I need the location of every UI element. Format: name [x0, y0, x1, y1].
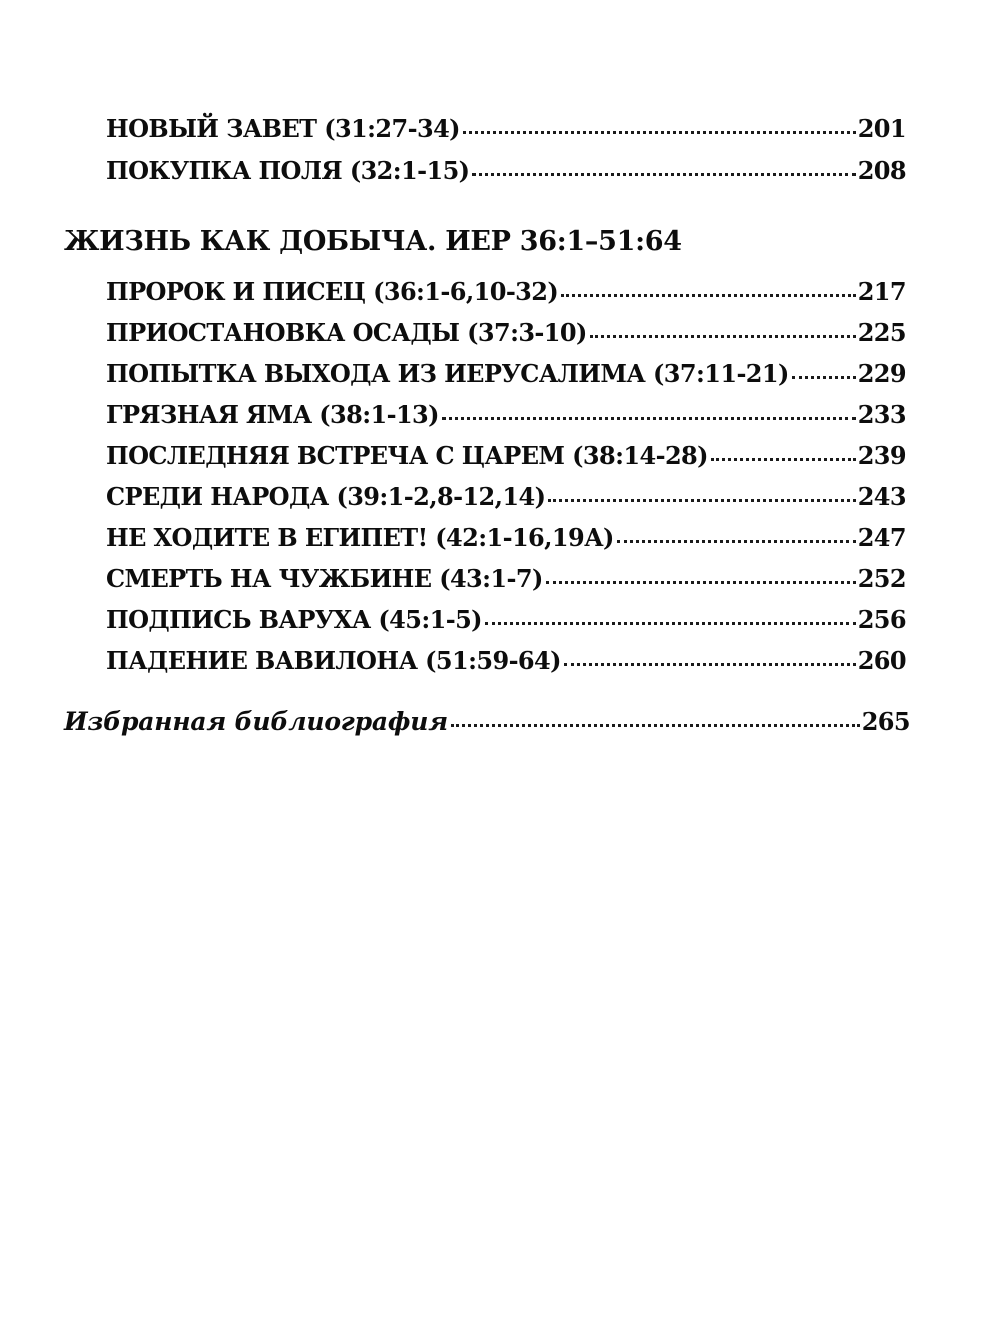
- toc-entry-ref: (51:59-64): [425, 646, 561, 675]
- dot-leader: [442, 399, 856, 423]
- toc-entry-page: 229: [857, 359, 906, 388]
- toc-entry-ref: (36:1-6,10-32): [373, 277, 559, 306]
- toc-entry-title: ПРОРОК И ПИСЕЦ: [106, 277, 366, 306]
- dot-leader: [548, 481, 855, 505]
- toc-entry[interactable]: [106, 563, 906, 593]
- toc-entry-label: [106, 156, 469, 185]
- toc-entry-title: Избранная библиография: [64, 707, 448, 736]
- toc-entry-bibliography[interactable]: [64, 705, 910, 736]
- toc-entry-title: НОВЫЙ ЗАВЕТ: [106, 114, 317, 143]
- toc-entry-ref: (37:11-21): [653, 359, 789, 388]
- dot-leader: [590, 317, 856, 341]
- toc-entry-page: 217: [857, 277, 906, 306]
- dot-leader: [792, 358, 856, 382]
- toc-entry-ref: (38:1-13): [319, 400, 439, 429]
- dot-leader: [711, 440, 856, 464]
- toc-entry-label: [106, 277, 558, 306]
- toc-entry-title: ПОСЛЕДНЯЯ ВСТРЕЧА С ЦАРЕМ: [106, 441, 565, 470]
- toc-entry-page: 225: [857, 318, 906, 347]
- dot-leader: [564, 645, 856, 669]
- toc-entry-page: 233: [857, 400, 906, 429]
- toc-entry-label: [106, 605, 482, 634]
- toc-entry-label: [106, 400, 439, 429]
- dot-leader: [451, 705, 860, 730]
- toc-entry-label: [106, 441, 708, 470]
- toc-entry-ref: (37:3-10): [467, 318, 587, 347]
- toc-entry-page: 260: [857, 646, 906, 675]
- toc-entry-label: [106, 359, 789, 388]
- toc-entry[interactable]: [106, 276, 906, 306]
- toc-entry-label: [106, 564, 543, 593]
- toc-entry-label: [106, 646, 561, 675]
- toc-entry[interactable]: [106, 481, 906, 511]
- toc-entry-title: ПОПЫТКА ВЫХОДА ИЗ ИЕРУСАЛИМА: [106, 359, 646, 388]
- dot-leader: [561, 276, 856, 300]
- toc-entry[interactable]: [106, 522, 906, 552]
- toc-entry[interactable]: [106, 399, 906, 429]
- toc-entry-ref: (39:1-2,8-12,14): [336, 482, 546, 511]
- toc-entry-page: 256: [857, 605, 906, 634]
- toc-entry-page: 265: [861, 707, 910, 736]
- toc-entry-page: 208: [857, 156, 906, 185]
- toc-entry-ref: (45:1-5): [378, 605, 482, 634]
- toc-entry[interactable]: [106, 317, 906, 347]
- dot-leader: [485, 604, 856, 628]
- toc-entry-page: 247: [857, 523, 906, 552]
- toc-entry-label: [106, 482, 545, 511]
- toc-entry-page: 239: [857, 441, 906, 470]
- toc-entry-label: [106, 114, 460, 143]
- dot-leader: [463, 113, 856, 137]
- dot-leader: [617, 522, 856, 546]
- toc-entry[interactable]: [106, 645, 906, 675]
- toc-entry-ref: (43:1-7): [439, 564, 543, 593]
- dot-leader: [472, 155, 855, 179]
- toc-entry-title: СМЕРТЬ НА ЧУЖБИНЕ: [106, 564, 432, 593]
- toc-entry-title: СРЕДИ НАРОДА: [106, 482, 329, 511]
- toc-entry-ref: (31:27-34): [324, 114, 460, 143]
- toc-entry-title: ПОКУПКА ПОЛЯ: [106, 156, 343, 185]
- dot-leader: [546, 563, 856, 587]
- toc-entry-title: НЕ ХОДИТЕ В ЕГИПЕТ!: [106, 523, 428, 552]
- toc-entry[interactable]: [106, 113, 906, 143]
- toc-entry-label: [106, 523, 614, 552]
- toc-entry-title: ПРИОСТАНОВКА ОСАДЫ: [106, 318, 460, 347]
- toc-entry-title: ПАДЕНИЕ ВАВИЛОНА: [106, 646, 418, 675]
- toc-entry-label: [106, 318, 587, 347]
- toc-entry-title: ГРЯЗНАЯ ЯМА: [106, 400, 312, 429]
- toc-entry[interactable]: [106, 604, 906, 634]
- toc-entry-ref: (38:14-28): [572, 441, 708, 470]
- toc-entry-page: 252: [857, 564, 906, 593]
- toc-entry-ref: (32:1-15): [349, 156, 470, 185]
- toc-entry[interactable]: [106, 440, 906, 470]
- toc-entry[interactable]: [106, 155, 906, 185]
- toc-entry-ref: (42:1-16,19А): [435, 523, 614, 552]
- toc-entry-page: 201: [857, 114, 906, 143]
- toc-entry-page: 243: [857, 482, 906, 511]
- toc-entry[interactable]: [106, 358, 906, 388]
- toc-entry-title: ПОДПИСЬ ВАРУХА: [106, 605, 371, 634]
- section-heading: ЖИЗНЬ КАК ДОБЫЧА. ИЕР 36:1–51:64: [64, 226, 682, 257]
